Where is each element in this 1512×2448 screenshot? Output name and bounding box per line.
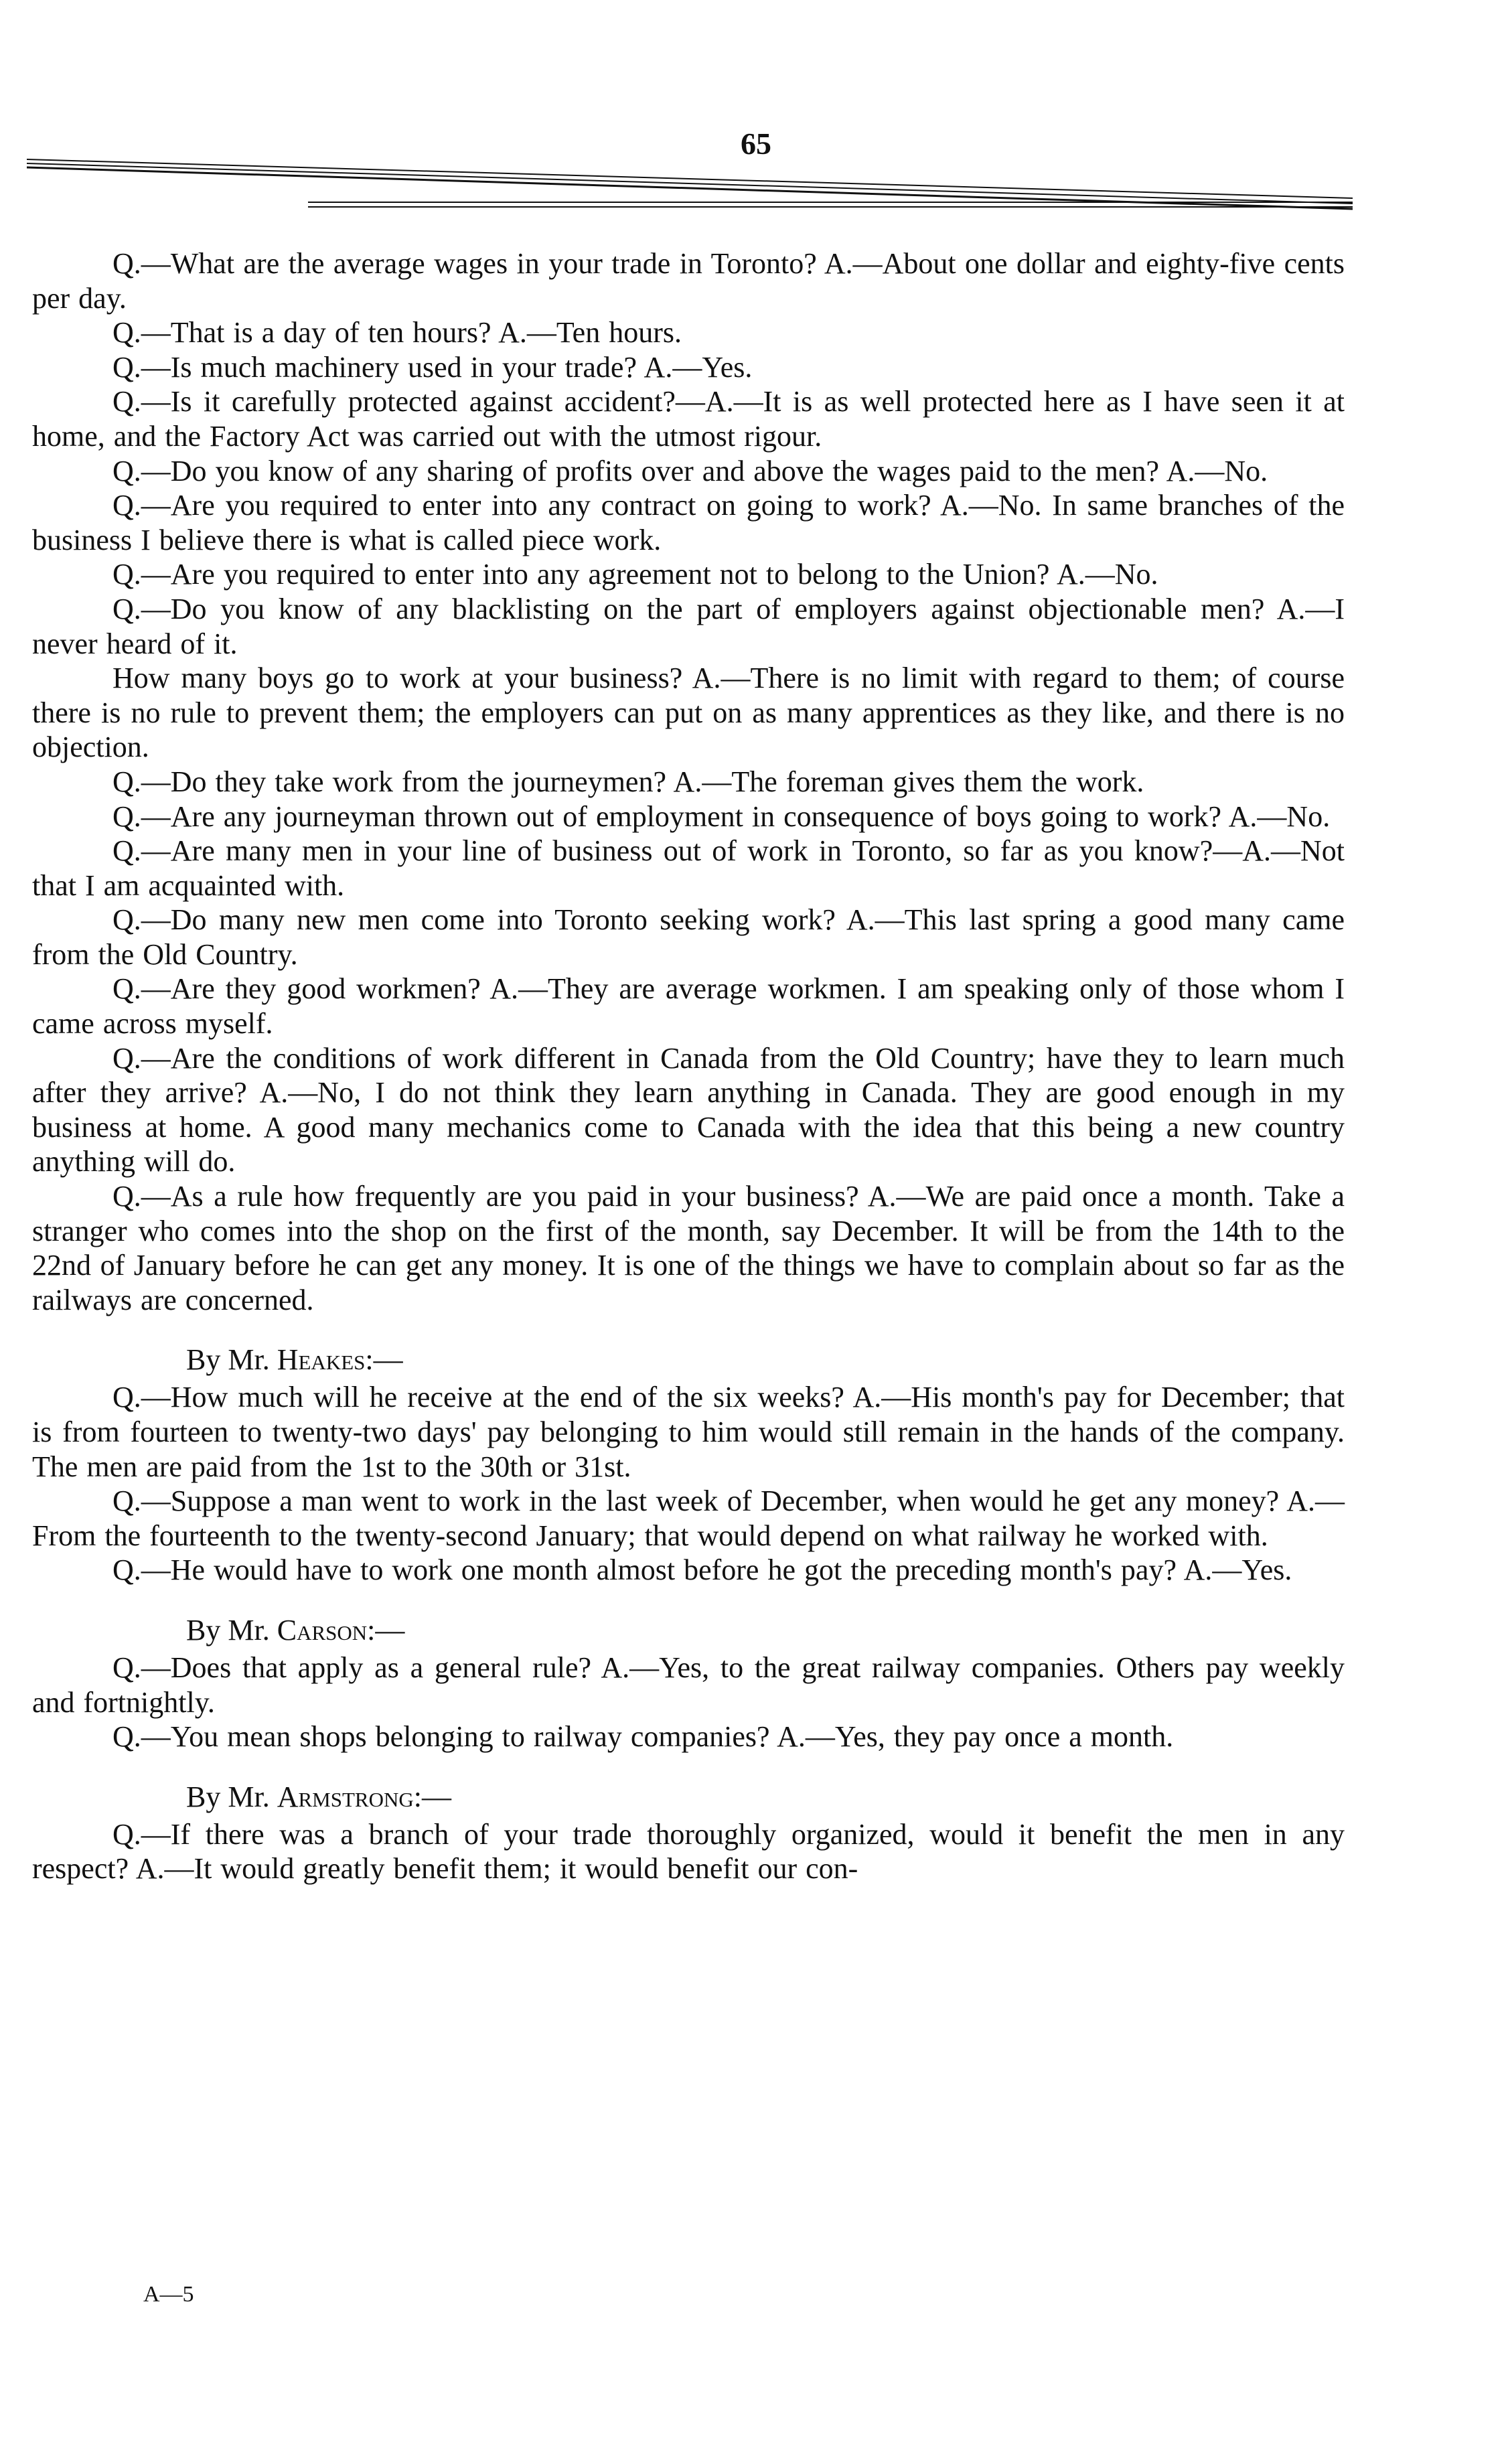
testimony-paragraph: Q.—Are the conditions of work different in Canada from the Old Country; have they to learn much after they arrive? A.—No, I do not think they learn anything in Canada. They are good enough in my business at home. A good many mechanics come to Canada with the idea that this being a new country anything will do.	[32, 1041, 1345, 1178]
testimony-text	[32, 246, 1345, 1886]
header-rule	[27, 155, 1353, 216]
speaker-heading	[32, 1610, 1345, 1651]
speaker-name: Armstrong	[277, 1780, 414, 1813]
speaker-name: Heakes	[277, 1343, 366, 1377]
speaker-name: Carson	[277, 1613, 368, 1647]
testimony-paragraph: Q.—That is a day of ten hours? A.—Ten hours.	[112, 316, 682, 350]
testimony-paragraph: Q.—Are many men in your line of business out of work in Toronto, so far as you know?—A.—Not that I am acquainted with.	[32, 834, 1345, 902]
page-number: 65	[741, 127, 771, 161]
speaker-prefix: By Mr.	[186, 1780, 277, 1813]
speaker-prefix: By Mr.	[186, 1343, 277, 1377]
testimony-paragraph: Q.—What are the average wages in your trade in Toronto? A.—About one dollar and eighty-five cents per day.	[32, 247, 1345, 315]
testimony-paragraph: Q.—How much will he receive at the end of the six weeks? A.—His month's pay for December; that is from fourteen to twenty-two days' pay belonging to him would still remain in the hands of the company. The men are paid from the 1st to the 30th or 31st.	[32, 1381, 1345, 1483]
testimony-paragraph: Q.—Does that apply as a general rule? A.—Yes, to the great railway companies. Others pay weekly and fortnightly.	[32, 1651, 1345, 1719]
speaker-heading	[32, 1777, 1345, 1817]
testimony-paragraph: Q.—Suppose a man went to work in the last week of December, when would he get any money? A.—From the fourteenth to the twenty-second January; that would depend on what railway he worked with.	[32, 1484, 1345, 1552]
testimony-paragraph: Q.—Do many new men come into Toronto seeking work? A.—This last spring a good many came from the Old Country.	[32, 903, 1345, 971]
speaker-heading	[32, 1340, 1345, 1380]
testimony-paragraph: Q.—Is much machinery used in your trade? A.—Yes.	[112, 350, 753, 384]
testimony-paragraph: Q.—Is it carefully protected against accident?—A.—It is as well protected here as I have seen it at home, and the Factory Act was carried out with the utmost rigour.	[32, 385, 1345, 453]
testimony-paragraph: Q.—He would have to work one month almost before he got the preceding month's pay? A.—Yes.	[112, 1553, 1292, 1587]
testimony-paragraph: Q.—Are you required to enter into any contract on going to work? A.—No. In same branches of the business I believe there is what is called piece work.	[32, 489, 1345, 556]
testimony-paragraph: Q.—Are they good workmen? A.—They are average workmen. I am speaking only of those whom I came across myself.	[32, 972, 1345, 1041]
testimony-paragraph: Q.—Do you know of any sharing of profits over and above the wages paid to the men? A.—No.	[112, 454, 1268, 487]
speaker-suffix: :—	[365, 1343, 403, 1377]
speaker-suffix: :—	[413, 1780, 451, 1813]
speaker-suffix: :—	[367, 1613, 405, 1647]
testimony-paragraph: How many boys go to work at your business? A.—There is no limit with regard to them; of course there is no rule to prevent them; the employers can put on as many apprentices as they like, and there is no objection.	[32, 662, 1345, 764]
testimony-paragraph: Q.—As a rule how frequently are you paid in your business? A.—We are paid once a month. Take a stranger who comes into the shop on the first of the month, say December. It will be from the 14th to the 22nd of January before he can get any money. It is one of the things we have to complain about so far as the railways are concerned.	[32, 1180, 1345, 1316]
testimony-paragraph: Q.—Do you know of any blacklisting on the part of employers against objectionable men? A.—I never heard of it.	[32, 592, 1345, 660]
testimony-paragraph: Q.—If there was a branch of your trade thoroughly organized, would it benefit the men in any respect? A.—It would greatly benefit them; it would benefit our con-	[32, 1817, 1345, 1886]
testimony-paragraph: Q.—You mean shops belonging to railway companies? A.—Yes, they pay once a month.	[112, 1720, 1174, 1754]
testimony-paragraph: Q.—Are you required to enter into any agreement not to belong to the Union? A.—No.	[112, 558, 1158, 591]
speaker-prefix: By Mr.	[186, 1613, 277, 1647]
testimony-paragraph: Q.—Are any journeyman thrown out of employment in consequence of boys going to work? A.—No.	[112, 799, 1331, 833]
testimony-paragraph: Q.—Do they take work from the journeymen? A.—The foreman gives them the work.	[112, 765, 1144, 798]
signature-mark: A—5	[143, 2282, 194, 2307]
